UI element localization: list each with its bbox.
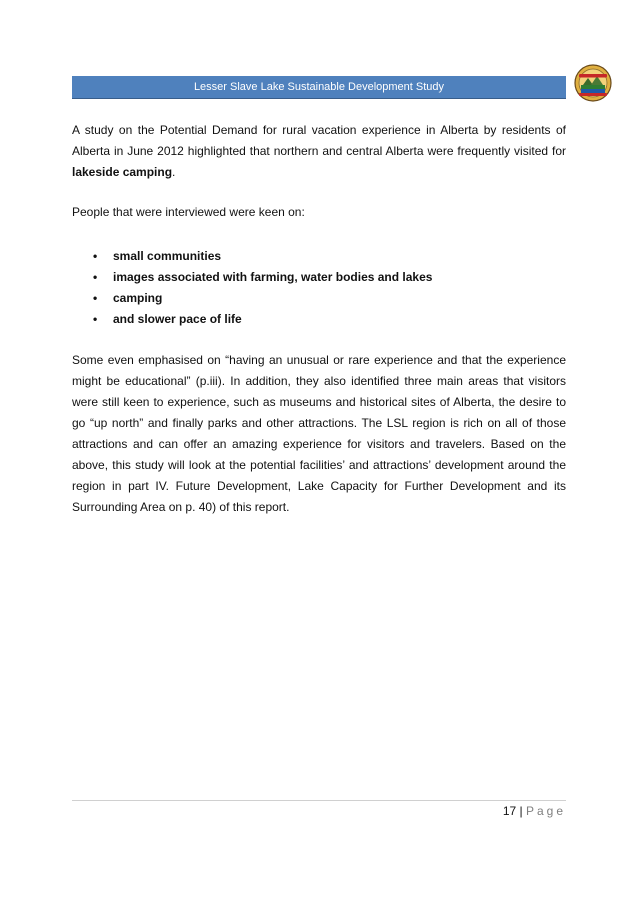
header-title: Lesser Slave Lake Sustainable Development Study [193, 81, 445, 93]
intro-end: . [172, 165, 176, 179]
interview-intro-paragraph: People that were interviewed were keen on: [72, 205, 305, 219]
header-bar [72, 76, 566, 99]
list-item-text: small communities [113, 249, 222, 263]
page-number: 17 [502, 804, 517, 818]
intro-text: A study on the Potential Demand for rural vacation experience in Alberta by residents of Alberta in June 2012 highlighted that northern and central Alberta were frequently visited for [72, 123, 566, 158]
page-footer [503, 804, 566, 818]
bullet-icon: • [93, 249, 98, 263]
page-word: Page [525, 804, 566, 818]
list-item-text: and slower pace of life [113, 312, 242, 326]
bullet-icon: • [93, 312, 98, 326]
interest-bullet-list [72, 246, 566, 330]
intro-bold-text: lakeside camping [72, 165, 173, 179]
list-item [72, 246, 566, 267]
footer-separator: | [516, 804, 526, 818]
list-item [72, 288, 566, 309]
list-item [72, 309, 566, 330]
bullet-icon: • [93, 270, 98, 284]
study-logo [574, 64, 612, 102]
list-item [72, 267, 566, 288]
bullet-icon: • [93, 291, 98, 305]
list-item-text: images associated with farming, water bodies and lakes [113, 270, 433, 284]
attractions-paragraph: Some even emphasised on “having an unusual or rare experience and that the experience might be educational” (p.iii). In addition, they also identified three main areas that visitors were still keen to experience, such as museums and historical sites of Alberta, the desire to go “up north” and finally parks and other attractions. The LSL region is rich on all of those attractions and can offer an amazing experience for visitors and travelers. Based on the above, this study will look at the potential facilities’ and attractions’ development around the region in part IV. Future Development, Lake Capacity for Further Development and its Surrounding Area on p. 40) of this report. [72, 353, 566, 514]
list-item-text: camping [113, 291, 163, 305]
footer-divider [72, 800, 566, 801]
intro-paragraph [72, 120, 566, 183]
